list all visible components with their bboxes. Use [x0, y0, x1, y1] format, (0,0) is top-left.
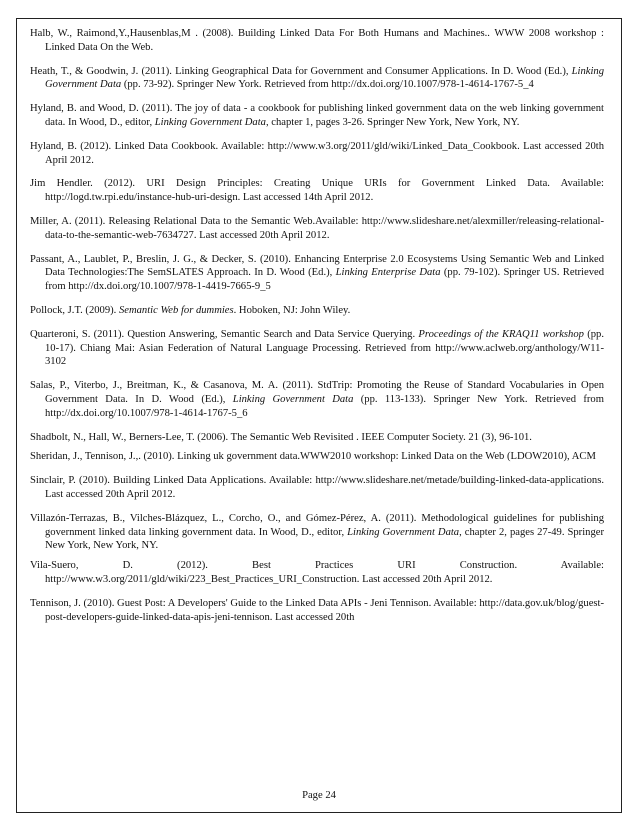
reference-sheridan-2010: [30, 450, 604, 464]
reference-text-tail: . Hoboken, NJ: John Wiley.: [233, 304, 351, 316]
reference-halb-2008: [30, 27, 604, 55]
reference-text-tail: , chapter 2, pages 27-49. Springer New York, New York, NY.: [45, 526, 604, 552]
reference-hyland-wood-2011: [30, 102, 604, 130]
reference-title: Semantic Web for dummies: [118, 304, 234, 316]
reference-text-tail: (pp. 79-102). Springer US. Retrieved from http://dx.doi.org/10.1007/978-1-4419-7665-9_5: [45, 267, 604, 293]
reference-shadbolt-2006: [30, 431, 604, 445]
reference-text: Jim Hendler. (2012). URI Design Principles: Creating Unique URIs for Government Linked Data. Available: http://logd.tw.rpi.edu/instance-hub-uri-design. Last accessed 14th April 2012.: [30, 178, 604, 204]
reference-miller-2011: [30, 215, 604, 243]
reference-text-tail: (pp. 113-133). Springer New York. Retrieved from http://dx.doi.org/10.1007/978-1-4614-1767-5_6: [45, 393, 604, 419]
reference-text: Hyland, B. (2012). Linked Data Cookbook. Available: http://www.w3.org/2011/gld/wiki/Linked_Data_Cookbook. Last accessed 20th April 2012.: [30, 140, 604, 166]
reference-text-tail: (pp. 73-92). Springer New York. Retrieved from http://dx.doi.org/10.1007/978-1-4614-1767-5_4: [121, 79, 534, 91]
reference-text: Tennison, J. (2010). Guest Post: A Developers' Guide to the Linked Data APIs - Jeni Tennison. Available: http://data.gov.uk/blog/guest-post-developers-guide-linked-data-apis-jeni-tennison. Last accessed 20th: [30, 597, 604, 623]
reference-text: Passant, A., Laublet, P., Breslin, J. G., & Decker, S. (2010). Enhancing Enterprise 2.0 Ecosystems Using Semantic Web and Linked Data Technologies:The SemSLATES Approach. In D. Wood (Ed.),: [30, 253, 604, 279]
reference-text: Villazón-Terrazas, B., Vilches-Blázquez, L., Corcho, O., and Gómez-Pérez, A. (2011). Methodological guidelines for publishing government linked data linking government data. In Wood, D., editor,: [30, 512, 604, 538]
reference-pollock-2009: [30, 304, 604, 318]
reference-text: Miller, A. (2011). Releasing Relational Data to the Semantic Web.Available: http://www.slideshare.net/alexmiller/releasing-relational-data-to-the-semantic-web-7634727. Last accessed 20th April 2012.: [30, 215, 604, 241]
reference-quarteroni-2011: [30, 328, 604, 369]
reference-sinclair-2010: [30, 474, 604, 502]
reference-title: Linking Enterprise Data: [335, 267, 441, 279]
reference-text: Quarteroni, S. (2011). Question Answering, Semantic Search and Data Service Querying.: [30, 328, 419, 340]
reference-hyland-2012: [30, 140, 604, 168]
reference-text: Hyland, B. and Wood, D. (2011). The joy of data - a cookbook for publishing linked government data on the web linking government data. In Wood, D., editor,: [30, 103, 604, 128]
reference-text: Halb, W., Raimond,Y.,Hausenblas,M . (2008). Building Linked Data For Both Humans and Machines.. WWW 2008 workshop : Linked Data On the Web.: [30, 28, 604, 53]
reference-vila-suero-2012: [30, 559, 604, 587]
reference-text: Shadbolt, N., Hall, W., Berners-Lee, T. (2006). The Semantic Web Revisited . IEEE Computer Society. 21 (3), 96-101.: [30, 431, 532, 443]
reference-text: Heath, T., & Goodwin, J. (2011). Linking Geographical Data for Government and Consumer Applications. In D. Wood (Ed.),: [30, 65, 572, 77]
reference-salas-2011: [30, 379, 604, 420]
reference-list: [30, 27, 604, 624]
reference-villazon-2011: [30, 512, 604, 553]
reference-text: Vila-Suero, D. (2012). Best Practices URI Construction. Available: http://www.w3.org/2011/gld/wiki/223_Best_Practices_URI_Construction. Last accessed 20th April 2012.: [30, 560, 604, 585]
reference-text-tail: (pp. 10-17). Chiang Mai: Asian Federation of Natural Language Processing. Retrieved from http://www.aclweb.org/anthology/W11-3102: [45, 328, 604, 368]
reference-title: Proceedings of the KRAQ11 workshop: [418, 328, 584, 340]
reference-passant-2010: [30, 253, 604, 294]
reference-text: Sheridan, J., Tennison, J.,. (2010). Linking uk government data.WWW2010 workshop: Linked Data on the Web (LDOW2010), ACM: [30, 451, 596, 463]
reference-text: Salas, P., Viterbo, J., Breitman, K., & Casanova, M. A. (2011). StdTrip: Promoting the Reuse of Standard Vocabularies in Open Government Data. In D. Wood (Ed.),: [30, 380, 604, 405]
reference-title: Linking Government Data: [45, 65, 604, 91]
reference-text: Sinclair, P. (2010). Building Linked Data Applications. Available: http://www.slideshare.net/metade/building-linked-data-applications. Last accessed 20th April 2012.: [30, 475, 604, 500]
page-number: Page 24: [302, 790, 336, 801]
reference-title: Linking Government Data: [347, 526, 460, 538]
reference-heath-2011: [30, 65, 604, 93]
reference-text: Pollock, J.T. (2009).: [30, 304, 119, 316]
reference-title: Linking Government Data: [154, 116, 266, 128]
reference-tennison-2010: [30, 597, 604, 625]
reference-hendler-2012: [30, 177, 604, 205]
reference-title: Linking Government Data: [232, 393, 354, 405]
reference-text-tail: , chapter 1, pages 3-26. Springer New York, New York, NY.: [265, 116, 520, 128]
